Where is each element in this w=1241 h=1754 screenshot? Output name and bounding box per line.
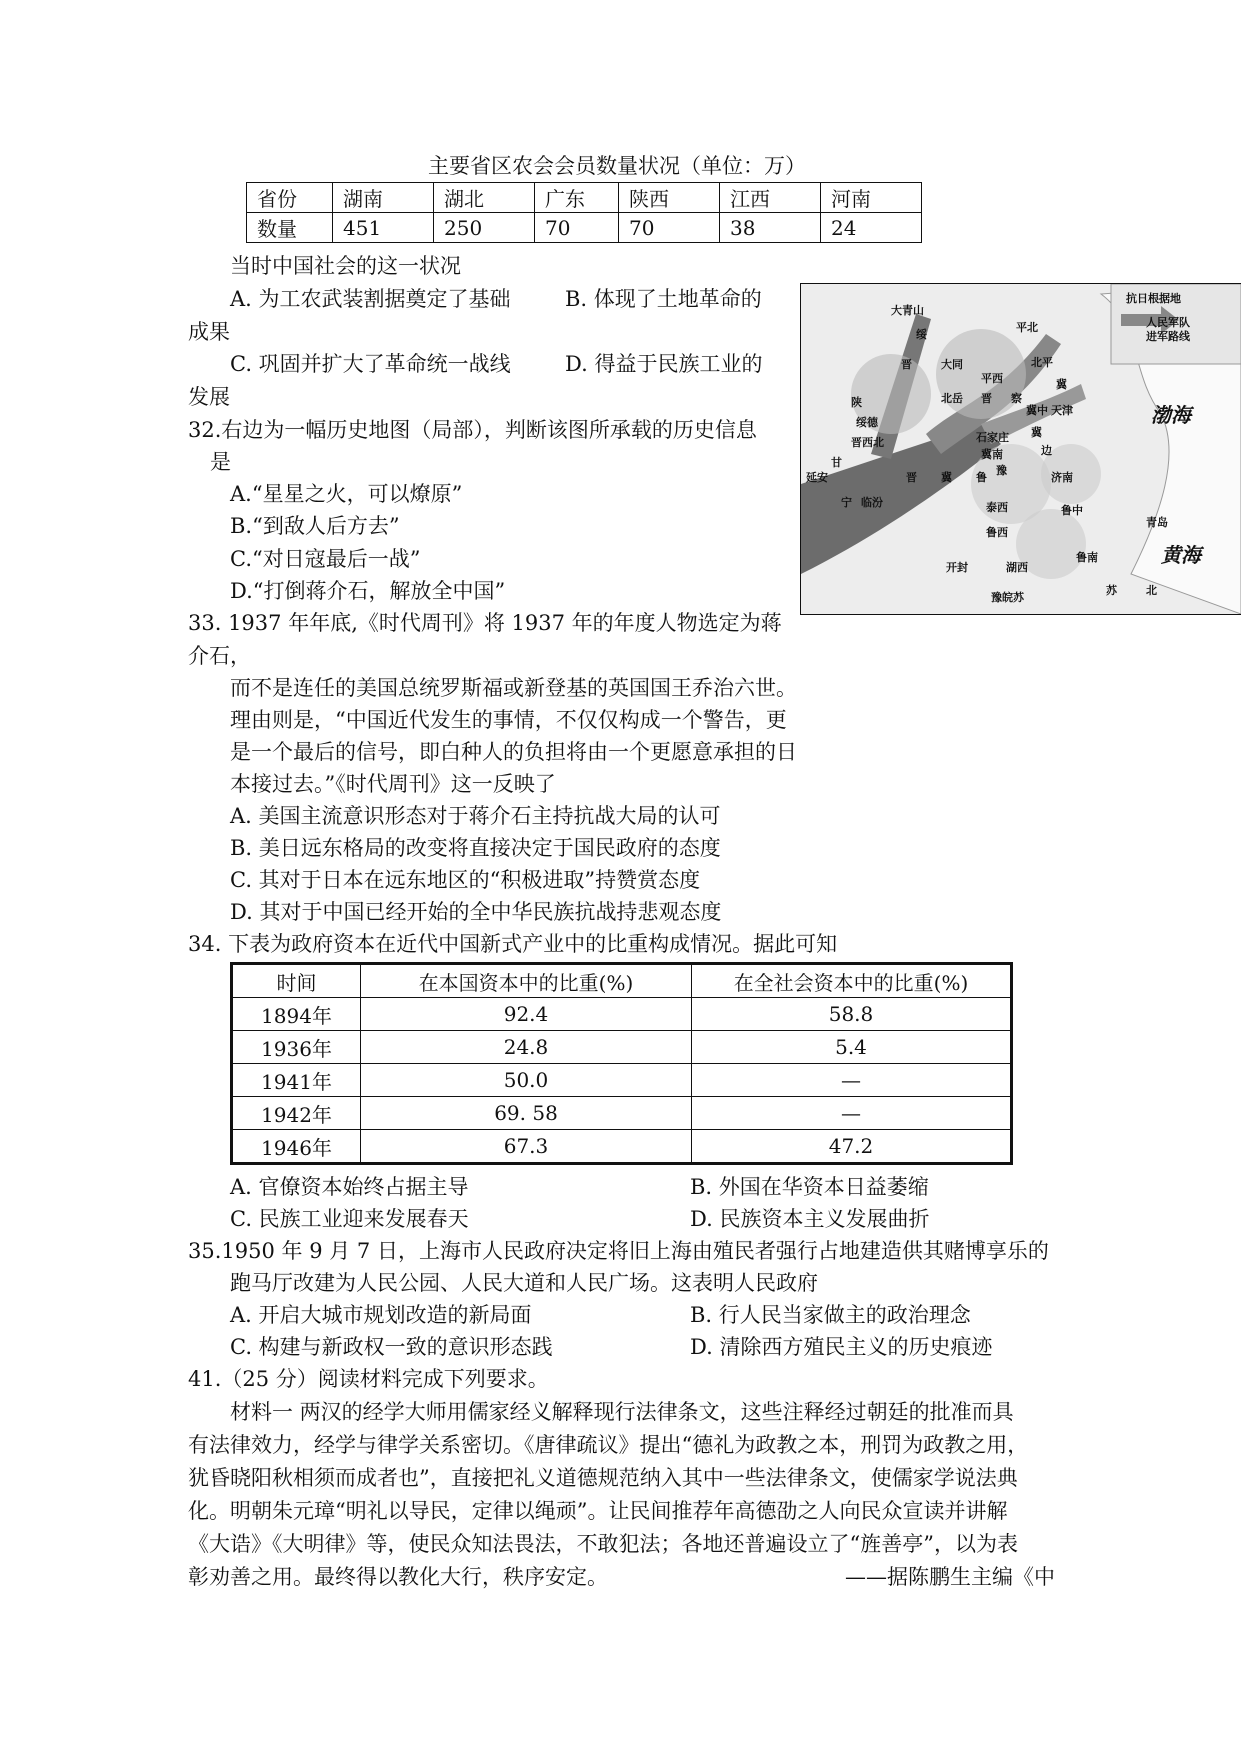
- map-label: 冀: [941, 471, 952, 484]
- legend-route-2: 进军路线: [1146, 330, 1190, 343]
- q31-option-b: B. 体现了土地革命的: [565, 287, 762, 311]
- table-cell: 湖南: [333, 183, 434, 213]
- q35-option-d: D. 清除西方殖民主义的历史痕迹: [690, 1335, 993, 1359]
- table-cell: 58.8: [692, 998, 1012, 1031]
- map-label: 开封: [946, 561, 968, 574]
- q32-option-d: D.“打倒蒋介石，解放全中国”: [230, 579, 506, 603]
- q33-line: 理由则是，“中国近代发生的事情，不仅仅构成一个警告，更: [230, 708, 787, 732]
- map-label: 平西: [981, 372, 1003, 385]
- table-row: [232, 1031, 1012, 1064]
- q33-option-d: D. 其对于中国已经开始的全中华民族抗战持悲观态度: [230, 900, 722, 924]
- table-cell: 河南: [821, 183, 922, 213]
- q31-option-d: D. 得益于民族工业的: [565, 352, 763, 376]
- table-header: 时间: [232, 964, 361, 998]
- map-label: 陕: [851, 396, 862, 409]
- map-label: 平北: [1016, 321, 1038, 334]
- q32-stem-cont: 是: [210, 450, 231, 474]
- q35-option-a: A. 开启大城市规划改造的新局面: [230, 1303, 532, 1327]
- table-cell: 451: [333, 213, 434, 243]
- table-cell: 数量: [247, 213, 333, 243]
- table-cell: 38: [720, 213, 821, 243]
- map-label: 宁: [841, 496, 852, 509]
- table-cell: 70: [535, 213, 619, 243]
- map-label: 石家庄: [976, 431, 1009, 444]
- q31-option-c: C. 巩固并扩大了革命统一战线: [230, 352, 511, 376]
- q33-line: 33. 1937 年年底,《时代周刊》将 1937 年的年度人物选定为蒋: [188, 611, 782, 635]
- q41-paragraph: 《大诰》《大明律》等，使民众知法畏法，不敢犯法；各地还普遍设立了“旌善亭”，以为表: [188, 1532, 1018, 1556]
- map-label: 冀: [1056, 378, 1067, 391]
- sea-label-bohai: 渤海: [1151, 403, 1191, 427]
- table-row: [232, 964, 1012, 998]
- map-label: 豫: [996, 464, 1007, 477]
- table-cell: 陕西: [619, 183, 720, 213]
- q41-stem: 41.（25 分）阅读材料完成下列要求。: [188, 1367, 549, 1391]
- table1-title: 主要省区农会会员数量状况（单位：万）: [428, 154, 806, 178]
- legend-base: 抗日根据地: [1126, 292, 1181, 305]
- q35-line: 跑马厅改建为人民公园、人民大道和人民广场。这表明人民政府: [230, 1271, 818, 1295]
- q35-option-c: C. 构建与新政权一致的意识形态践: [230, 1335, 553, 1359]
- q33-line: 本接过去。”《时代周刊》这一反映了: [230, 772, 556, 796]
- table-row: [232, 1097, 1012, 1130]
- map-label: 大同: [941, 358, 963, 371]
- q33-line: 而不是连任的美国总统罗斯福或新登基的英国国王乔治六世。: [230, 676, 797, 700]
- q33-option-b: B. 美日远东格局的改变将直接决定于国民政府的态度: [230, 836, 721, 860]
- table-cell: 5.4: [692, 1031, 1012, 1064]
- table-cell: 广东: [535, 183, 619, 213]
- q34-option-b: B. 外国在华资本日益萎缩: [690, 1175, 929, 1199]
- map-label: 察: [1011, 392, 1022, 405]
- table-header: 在全社会资本中的比重(%): [692, 964, 1012, 998]
- q32-option-b: B.“到敌人后方去”: [230, 514, 400, 538]
- table-cell: 67.3: [361, 1130, 692, 1164]
- map-label: 鲁中: [1061, 504, 1083, 517]
- table-cell: 24: [821, 213, 922, 243]
- q31-option-a: A. 为工农武装割据奠定了基础: [230, 287, 511, 311]
- membership-table: [246, 182, 922, 243]
- table-cell: 1894年: [232, 998, 361, 1031]
- map-label: 北岳: [941, 392, 963, 405]
- q34-stem: 34. 下表为政府资本在近代中国新式产业中的比重构成情况。据此可知: [188, 932, 838, 956]
- q33-line: 是一个最后的信号，即白种人的负担将由一个更愿意承担的日: [230, 740, 797, 764]
- q33-option-c: C. 其对于日本在远东地区的“积极进取”持赞赏态度: [230, 868, 701, 892]
- q31-option-d-cont: 发展: [188, 385, 230, 409]
- map-label: 甘: [831, 456, 842, 469]
- map-label: 大青山: [891, 304, 924, 317]
- q32-option-a: A.“星星之火，可以燎原”: [230, 482, 463, 506]
- map-label: 绥德: [856, 416, 878, 429]
- map-label: 冀: [1031, 426, 1042, 439]
- q31-stem: 当时中国社会的这一状况: [230, 254, 461, 278]
- q34-option-d: D. 民族资本主义发展曲折: [690, 1207, 930, 1231]
- q32-stem: 32.右边为一幅历史地图（局部），判断该图所承载的历史信息: [188, 418, 757, 442]
- map-label: 晋: [901, 358, 912, 371]
- map-label: 鲁南: [1076, 551, 1098, 564]
- table-cell: 湖北: [434, 183, 535, 213]
- map-label: 冀中: [1026, 404, 1048, 417]
- table-row: [247, 183, 922, 213]
- map-label: 鲁: [976, 471, 987, 484]
- q32-option-c: C.“对日寇最后一战”: [230, 547, 421, 571]
- map-label: 晋: [981, 392, 992, 405]
- q41-paragraph: 化。明朝朱元璋“明礼以导民，定律以绳顽”。让民间推荐年高德劭之人向民众宣读并讲解: [188, 1499, 1008, 1523]
- q41-source: ——据陈鹏生主编《中: [845, 1565, 1055, 1589]
- map-label: 豫皖苏: [991, 591, 1024, 604]
- q34-option-c: C. 民族工业迎来发展春天: [230, 1207, 469, 1231]
- table-cell: 70: [619, 213, 720, 243]
- map-label: 济南: [1051, 471, 1073, 484]
- map-label: 边: [1041, 444, 1052, 457]
- q34-option-a: A. 官僚资本始终占据主导: [230, 1175, 469, 1199]
- map-label: 晋: [906, 471, 917, 484]
- q41-paragraph: 有法律效力，经学与律学关系密切。《唐律疏议》提出“德礼为政教之本，刑罚为政教之用，: [188, 1433, 1029, 1457]
- table-cell: 1946年: [232, 1130, 361, 1164]
- table-row: [232, 1130, 1012, 1164]
- table-cell: 50.0: [361, 1064, 692, 1097]
- map-label: 鲁西: [986, 526, 1008, 539]
- map-label: 晋西北: [851, 436, 884, 449]
- map-label: 绥: [916, 328, 927, 341]
- map-label: 延安: [806, 471, 828, 484]
- q41-paragraph: 彰劝善之用。最终得以教化大行，秩序安定。: [188, 1565, 608, 1589]
- q35-option-b: B. 行人民当家做主的政治理念: [690, 1303, 971, 1327]
- table-cell: 24.8: [361, 1031, 692, 1064]
- table-row: [232, 998, 1012, 1031]
- map-label: 北平: [1031, 356, 1053, 369]
- map-label: 冀南: [981, 448, 1003, 461]
- table-cell: 1941年: [232, 1064, 361, 1097]
- q33-option-a: A. 美国主流意识形态对于蒋介石主持抗战大局的认可: [230, 804, 721, 828]
- table-cell: 省份: [247, 183, 333, 213]
- q35-line: 35.1950 年 9 月 7 日，上海市人民政府决定将旧上海由殖民者强行占地建造供其赌博享乐的: [188, 1239, 1049, 1263]
- q33-line: 介石，: [188, 644, 251, 668]
- table-cell: —: [692, 1064, 1012, 1097]
- table-cell: 江西: [720, 183, 821, 213]
- map-label: 泰西: [986, 501, 1008, 514]
- table-cell: —: [692, 1097, 1012, 1130]
- map-label: 湖西: [1006, 561, 1028, 574]
- q41-paragraph: 犹昏晓阳秋相须而成者也”，直接把礼义道德规范纳入其中一些法律条文，使儒家学说法典: [188, 1466, 1018, 1490]
- capital-table: [230, 962, 1013, 1165]
- table-header: 在本国资本中的比重(%): [361, 964, 692, 998]
- historical-map: [800, 283, 1241, 615]
- table-cell: 69. 58: [361, 1097, 692, 1130]
- table-row: [247, 213, 922, 243]
- sea-label-huanghai: 黄海: [1161, 543, 1201, 567]
- q41-paragraph: 材料一 两汉的经学大师用儒家经义解释现行法律条文，这些注释经过朝廷的批准而具: [230, 1400, 1014, 1424]
- map-label: 青岛: [1146, 516, 1168, 529]
- table-row: [232, 1064, 1012, 1097]
- table-cell: 250: [434, 213, 535, 243]
- map-label: 北: [1146, 584, 1157, 597]
- table-cell: 92.4: [361, 998, 692, 1031]
- table-cell: 1942年: [232, 1097, 361, 1130]
- map-label: 苏: [1106, 584, 1117, 597]
- table-cell: 47.2: [692, 1130, 1012, 1164]
- table-cell: 1936年: [232, 1031, 361, 1064]
- map-label: 临汾: [861, 496, 883, 509]
- q31-option-b-cont: 成果: [188, 320, 230, 344]
- legend-route-1: 人民军队: [1146, 316, 1190, 329]
- map-label: 天津: [1051, 404, 1073, 417]
